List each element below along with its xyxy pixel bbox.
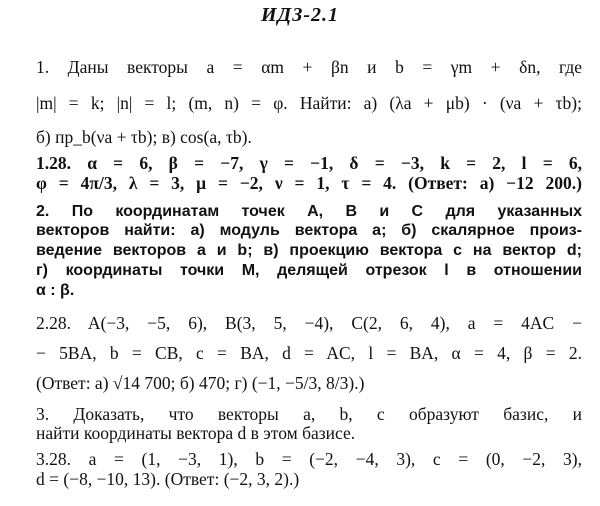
task1-line-2: |m| = k; |n| = l; (m, n) = φ. Найти: а) (λa + μb) · (νa + τb); bbox=[36, 93, 582, 113]
task1-example-line-1: 1.28. α = 6, β = −7, γ = −1, δ = −3, k = 2, l = 6, bbox=[36, 153, 582, 173]
task2-line-5: α : β. bbox=[36, 282, 75, 299]
task3-line-2: найти координаты вектора d в этом базисе. bbox=[36, 423, 356, 443]
page-title: ИДЗ-2.1 bbox=[260, 4, 340, 26]
task2-answer-line: (Ответ: а) √14 700; б) 470; г) (−1, −5/3, 8/3).) bbox=[36, 373, 365, 393]
task2-line-3: ведение векторов a и b; в) проекцию вектора c на вектор d; bbox=[36, 242, 582, 259]
task2-line-2: векторов найти: а) модуль вектора a; б) скалярное произ- bbox=[36, 222, 582, 239]
task3-line-1: 3. Доказать, что векторы a, b, c образуют базис, и bbox=[36, 404, 582, 424]
task3-example-line-2: d = (−8, −10, 13). (Ответ: (−2, 3, 2).) bbox=[36, 469, 300, 489]
task3-example-line-1: 3.28. a = (1, −3, 1), b = (−2, −4, 3), c = (0, −2, 3), bbox=[36, 449, 582, 469]
task2-example-line-2: − 5BA, b = CB, c = BA, d = AC, l = BA, α = 4, β = 2. bbox=[36, 343, 582, 363]
task1-example-line-2: φ = 4π/3, λ = 3, μ = −2, ν = 1, τ = 4. (Ответ: а) −12 200.) bbox=[36, 173, 582, 193]
task1-line-1: 1. Даны векторы a = αm + βn и b = γm + δn, где bbox=[36, 57, 582, 77]
task2-line-1: 2. По координатам точек A, B и C для указанных bbox=[36, 203, 582, 220]
task2-line-4: г) координаты точки M, делящей отрезок l в отношении bbox=[36, 262, 582, 279]
task1-line-3: б) пр_b(νa + τb); в) cos(a, τb). bbox=[36, 127, 252, 147]
task2-example-line-1: 2.28. A(−3, −5, 6), B(3, 5, −4), C(2, 6, 4), a = 4AC − bbox=[36, 313, 582, 333]
